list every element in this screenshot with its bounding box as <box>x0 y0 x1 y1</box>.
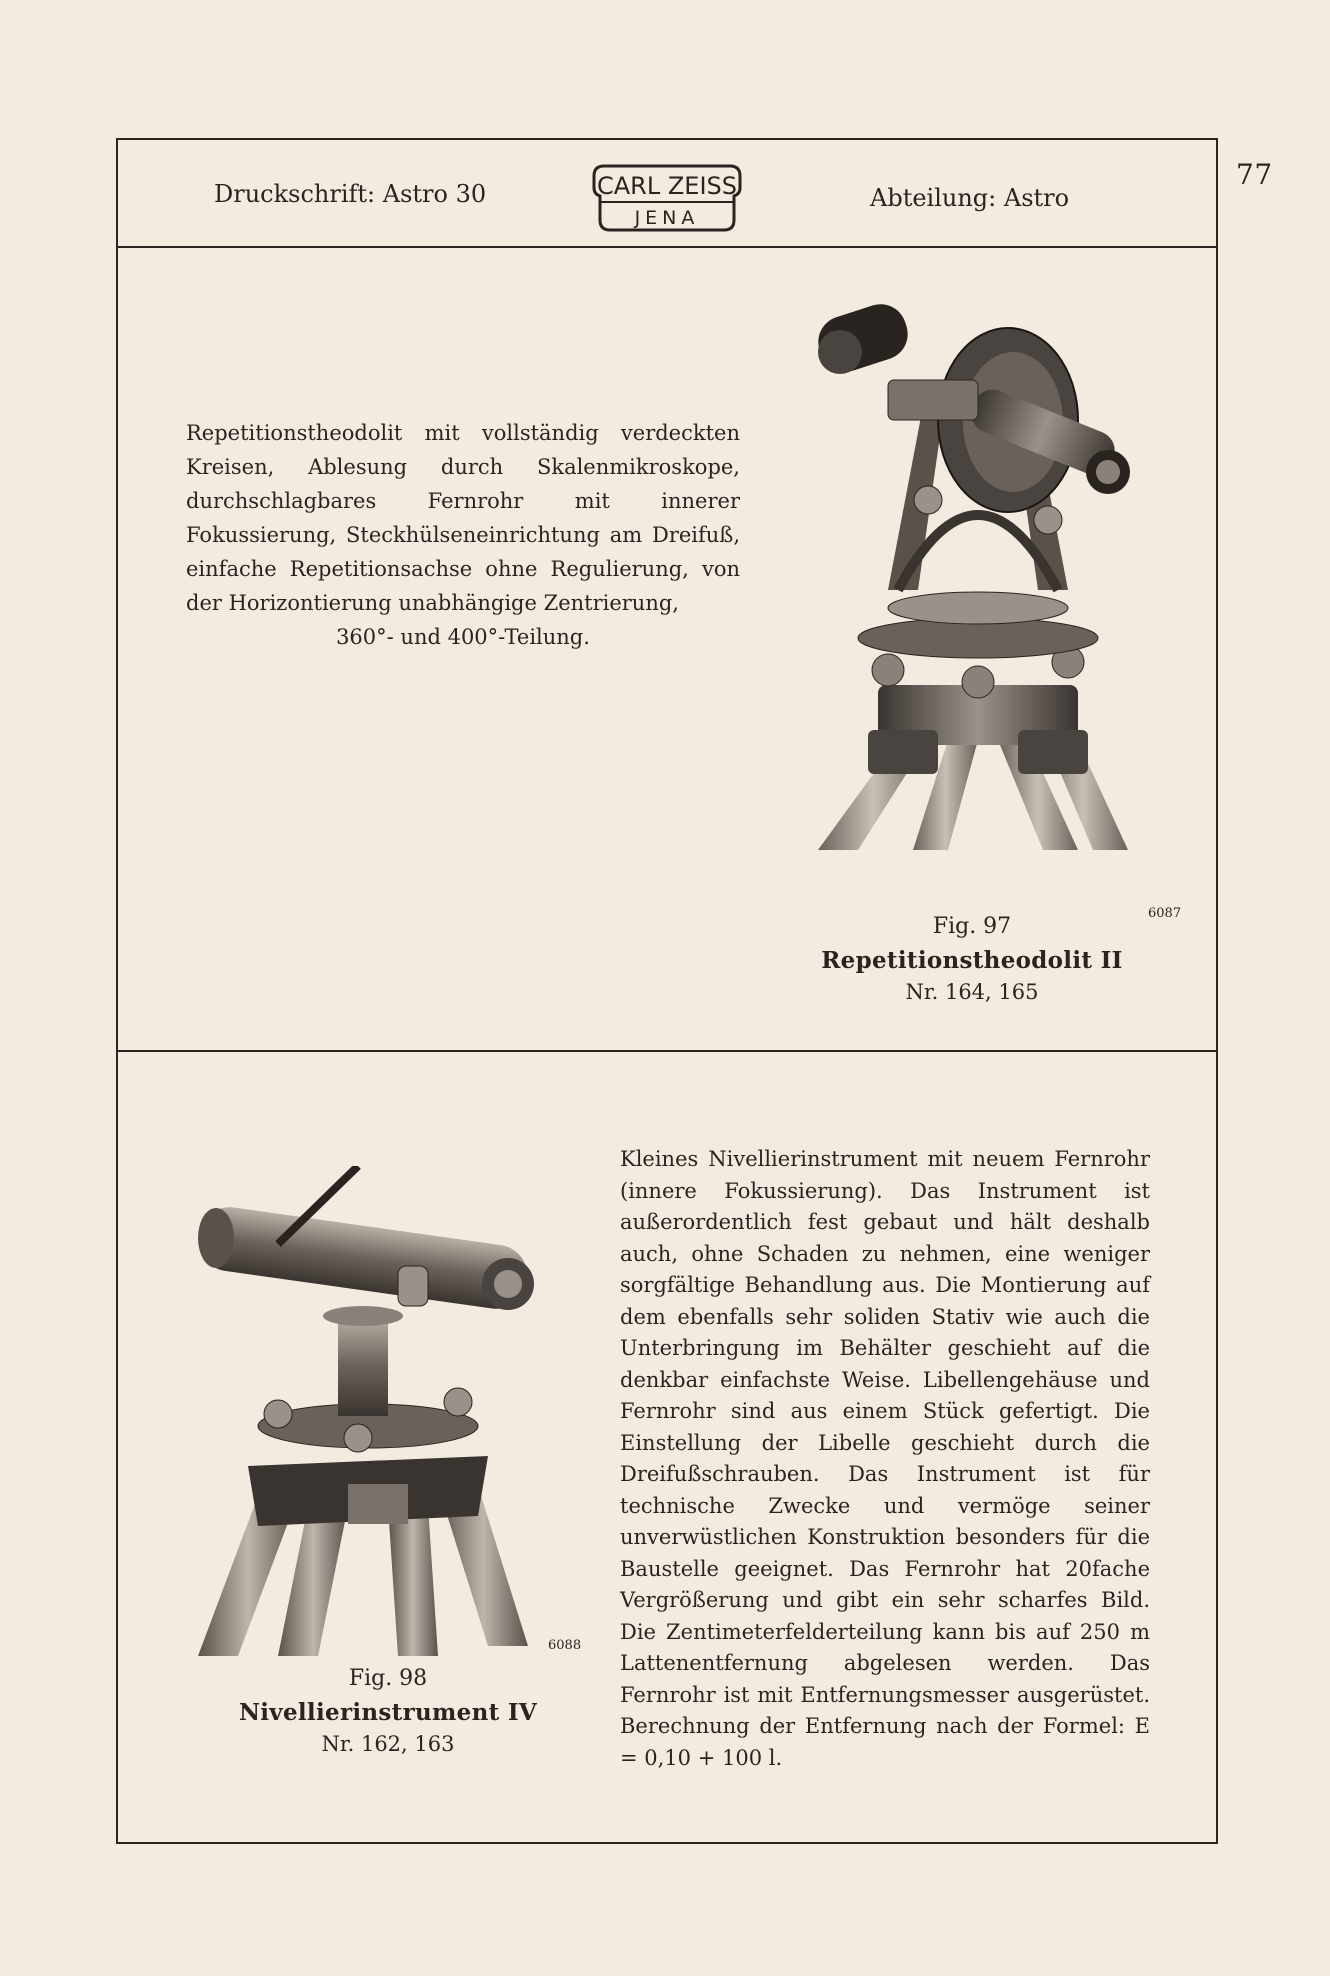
figure-number: Fig. 98 <box>348 1666 428 1691</box>
model-numbers: Nr. 162, 163 <box>321 1732 455 1756</box>
instrument-name: Nivellierinstrument IV <box>238 1699 538 1726</box>
plate-number: 6088 <box>548 1638 582 1653</box>
plate-number: 6087 <box>1148 906 1182 921</box>
department-label: Abteilung: Astro <box>870 184 1070 212</box>
theodolite-caption <box>812 914 1132 1004</box>
catalog-frame <box>116 138 1218 1844</box>
level-caption <box>228 1666 548 1756</box>
level-section <box>118 1052 1216 1842</box>
level-illustration <box>198 1166 538 1656</box>
publication-label: Druckschrift: Astro 30 <box>214 180 487 208</box>
svg-text:JENA: JENA <box>634 207 700 229</box>
instrument-name: Repetitionstheodolit II <box>821 947 1123 974</box>
theodolite-section <box>118 248 1216 1052</box>
page-header <box>118 140 1216 248</box>
theodolite-description <box>186 416 740 654</box>
figure-number: Fig. 97 <box>932 914 1012 939</box>
theodolite-description-text: Repetitionstheodolit mit vollständig verdeckten Kreisen, Ablesung durch Skalenmikroskope, durchschlagbares Fernrohr mit innerer Fokussierung, Steckhülseneinrichtung am Dreifuß, einfache Repetitionsachse ohne Regulierung, von der Horizontierung unabhängige Zentrierung, <box>186 421 740 615</box>
carl-zeiss-logo <box>584 158 750 238</box>
level-description: Kleines Nivellierinstrument mit neuem Fernrohr (innere Fokussierung). Das Instrument ist außerordentlich fest gebaut und hält deshalb auch, ohne Schaden zu nehmen, eine weniger sorgfältige Behandlung aus. Die Montierung auf dem ebenfalls sehr soliden Stativ wie auch die Unterbringung im Behälter geschieht auf die denkbar einfachste Weise. Libellengehäuse und Fernrohr sind aus einem Stück gefertigt. Die Einstellung der Libelle geschieht durch die Dreifußschrauben. Das Instrument ist für technische Zwecke und vermöge seiner unverwüstlichen Konstruktion besonders für die Baustelle geeignet. Das Fernrohr hat 20fache Vergrößerung und gibt ein sehr scharfes Bild. Die Zentimeterfelderteilung kann bis auf 250 m Lattenentfernung abgelesen werden. Das Fernrohr ist mit Entfernungsmesser ausgerüstet. Berechnung der Entfernung nach der Formel: E = 0,10 + 100 l. <box>620 1147 1150 1770</box>
page-number: 77 <box>1236 158 1273 191</box>
model-numbers: Nr. 164, 165 <box>905 980 1039 1004</box>
theodolite-illustration <box>818 290 1138 850</box>
svg-text:CARL ZEISS: CARL ZEISS <box>596 172 738 200</box>
theodolite-description-last-line: 360°- und 400°-Teilung. <box>336 625 590 649</box>
